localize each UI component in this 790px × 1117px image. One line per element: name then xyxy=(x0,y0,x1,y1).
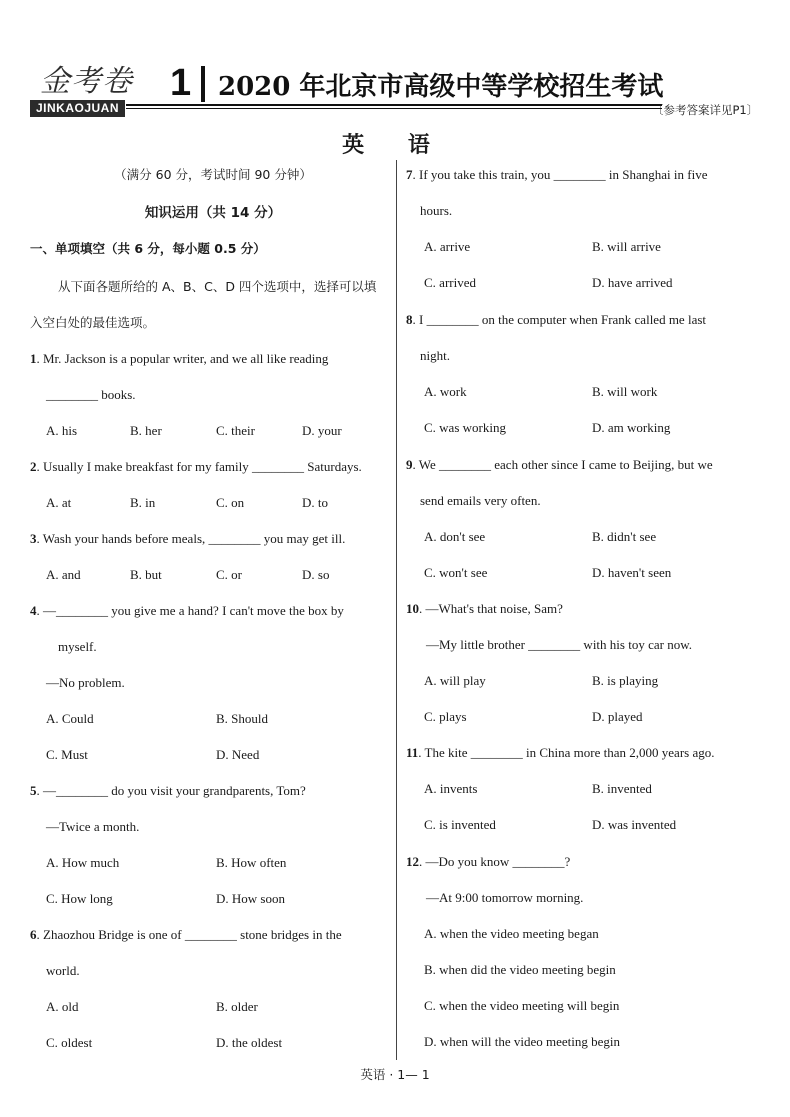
option: C. won't see xyxy=(424,565,488,580)
option: C. or xyxy=(216,567,242,582)
question-number: 7 xyxy=(406,167,413,182)
option: C. when the video meeting will begin xyxy=(424,998,620,1013)
subject-title: 英 语 xyxy=(342,132,448,158)
question-text: . Zhaozhou Bridge is one of ________ stone bridges in the xyxy=(36,927,342,942)
question-text: . —Do you know ________? xyxy=(419,854,571,869)
instructions-line: 从下面各题所给的 A、B、C、D 四个选项中，选择可以填 xyxy=(58,279,377,294)
question-text: . I ________ on the computer when Frank called me last xyxy=(412,312,707,327)
option: B. is playing xyxy=(592,673,659,688)
exam-title: 2020 年北京市高级中等学校招生考试 xyxy=(218,72,664,102)
option: C. on xyxy=(216,495,245,510)
question-text-cont: —No problem. xyxy=(46,675,125,690)
question-6 xyxy=(30,926,342,944)
option: D. the oldest xyxy=(216,1035,283,1050)
question-text: . —________ you give me a hand? I can't move the box by xyxy=(36,603,344,618)
question-9 xyxy=(406,456,713,474)
option: C. was working xyxy=(424,420,506,435)
question-number: 12 xyxy=(406,854,419,869)
question-text-cont: hours. xyxy=(420,203,453,218)
page-footer: 英语 · 1— 1 xyxy=(360,1067,430,1082)
question-text-cont: send emails very often. xyxy=(420,493,541,508)
option: D. Need xyxy=(216,747,260,762)
option: C. arrived xyxy=(424,275,476,290)
column-divider xyxy=(396,160,397,1060)
question-1 xyxy=(30,350,328,368)
question-number: 5 xyxy=(30,783,37,798)
question-text: . —What's that noise, Sam? xyxy=(419,601,563,616)
option: C. How long xyxy=(46,891,113,906)
option: D. have arrived xyxy=(592,275,673,290)
part-title: 一、单项填空（共 6 分，每小题 0.5 分） xyxy=(30,241,266,256)
header-rule xyxy=(126,104,662,106)
option: C. is invented xyxy=(424,817,496,832)
option: B. will arrive xyxy=(592,239,661,254)
option: B. in xyxy=(130,495,156,510)
question-text-cont: —Twice a month. xyxy=(46,819,140,834)
question-8 xyxy=(406,311,706,329)
question-7 xyxy=(406,166,707,184)
option: C. oldest xyxy=(46,1035,93,1050)
option: A. old xyxy=(46,999,79,1014)
option: C. their xyxy=(216,423,255,438)
question-text-cont: ________ books. xyxy=(46,387,136,402)
question-text: . If you take this train, you ________ in Shanghai in five xyxy=(412,167,708,182)
question-number: 11 xyxy=(406,745,419,760)
logo-script: 金考卷 xyxy=(40,64,133,99)
question-11 xyxy=(406,744,714,762)
question-text-cont: night. xyxy=(420,348,450,363)
question-number: 1 xyxy=(30,351,37,366)
exam-info: （满分 60 分，考试时间 90 分钟） xyxy=(114,167,312,182)
question-4 xyxy=(30,602,344,620)
question-text: . We ________ each other since I came to Beijing, but we xyxy=(412,457,713,472)
option: B. invented xyxy=(592,781,652,796)
question-number: 2 xyxy=(30,459,37,474)
instructions-line: 入空白处的最佳选项。 xyxy=(30,315,156,330)
question-text: . Usually I make breakfast for my family ________ Saturdays. xyxy=(36,459,362,474)
option: A. don't see xyxy=(424,529,486,544)
option: A. at xyxy=(46,495,72,510)
option: D. was invented xyxy=(592,817,677,832)
answer-reference-note: 〔参考答案详见P1〕 xyxy=(652,103,759,117)
question-text-cont: —My little brother ________ with his toy car now. xyxy=(426,637,692,652)
question-text-cont: myself. xyxy=(58,639,97,654)
paper-number: 1 xyxy=(170,62,192,104)
question-text-cont: world. xyxy=(46,963,80,978)
question-number: 10 xyxy=(406,601,419,616)
option: D. to xyxy=(302,495,328,510)
option: A. Could xyxy=(46,711,94,726)
option: A. will play xyxy=(424,673,486,688)
option: B. will work xyxy=(592,384,658,399)
option: A. How much xyxy=(46,855,120,870)
option: D. How soon xyxy=(216,891,285,906)
question-12 xyxy=(406,853,570,871)
option: A. his xyxy=(46,423,78,438)
option: D. so xyxy=(302,567,330,582)
question-text-cont: —At 9:00 tomorrow morning. xyxy=(426,890,584,905)
question-number: 9 xyxy=(406,457,413,472)
question-10 xyxy=(406,600,563,618)
question-text: . Mr. Jackson is a popular writer, and we all like reading xyxy=(36,351,329,366)
question-number: 3 xyxy=(30,531,37,546)
question-text: . The kite ________ in China more than 2,000 years ago. xyxy=(418,745,715,760)
question-number: 6 xyxy=(30,927,37,942)
question-number: 4 xyxy=(30,603,37,618)
question-text: . Wash your hands before meals, ________ you may get ill. xyxy=(36,531,346,546)
option: D. when will the video meeting begin xyxy=(424,1034,621,1049)
option: A. arrive xyxy=(424,239,471,254)
option: C. Must xyxy=(46,747,88,762)
option: B. but xyxy=(130,567,162,582)
option: B. Should xyxy=(216,711,269,726)
question-number: 8 xyxy=(406,312,413,327)
logo-band: JINKAOJUAN xyxy=(30,100,125,117)
option: B. older xyxy=(216,999,258,1014)
question-3 xyxy=(30,530,345,548)
option: C. plays xyxy=(424,709,467,724)
question-5 xyxy=(30,782,306,800)
option: B. didn't see xyxy=(592,529,657,544)
option: A. work xyxy=(424,384,467,399)
option: D. played xyxy=(592,709,643,724)
question-text: . —________ do you visit your grandparents, Tom? xyxy=(36,783,306,798)
option: B. How often xyxy=(216,855,287,870)
question-2 xyxy=(30,458,362,476)
option: D. am working xyxy=(592,420,671,435)
option: B. when did the video meeting begin xyxy=(424,962,616,977)
section-title: 知识运用（共 14 分） xyxy=(144,205,282,221)
option: A. and xyxy=(46,567,81,582)
option: A. invents xyxy=(424,781,478,796)
option: D. haven't seen xyxy=(592,565,672,580)
option: A. when the video meeting began xyxy=(424,926,599,941)
number-divider xyxy=(201,66,205,102)
option: B. her xyxy=(130,423,162,438)
header-rule-thin xyxy=(126,108,662,109)
option: D. your xyxy=(302,423,342,438)
